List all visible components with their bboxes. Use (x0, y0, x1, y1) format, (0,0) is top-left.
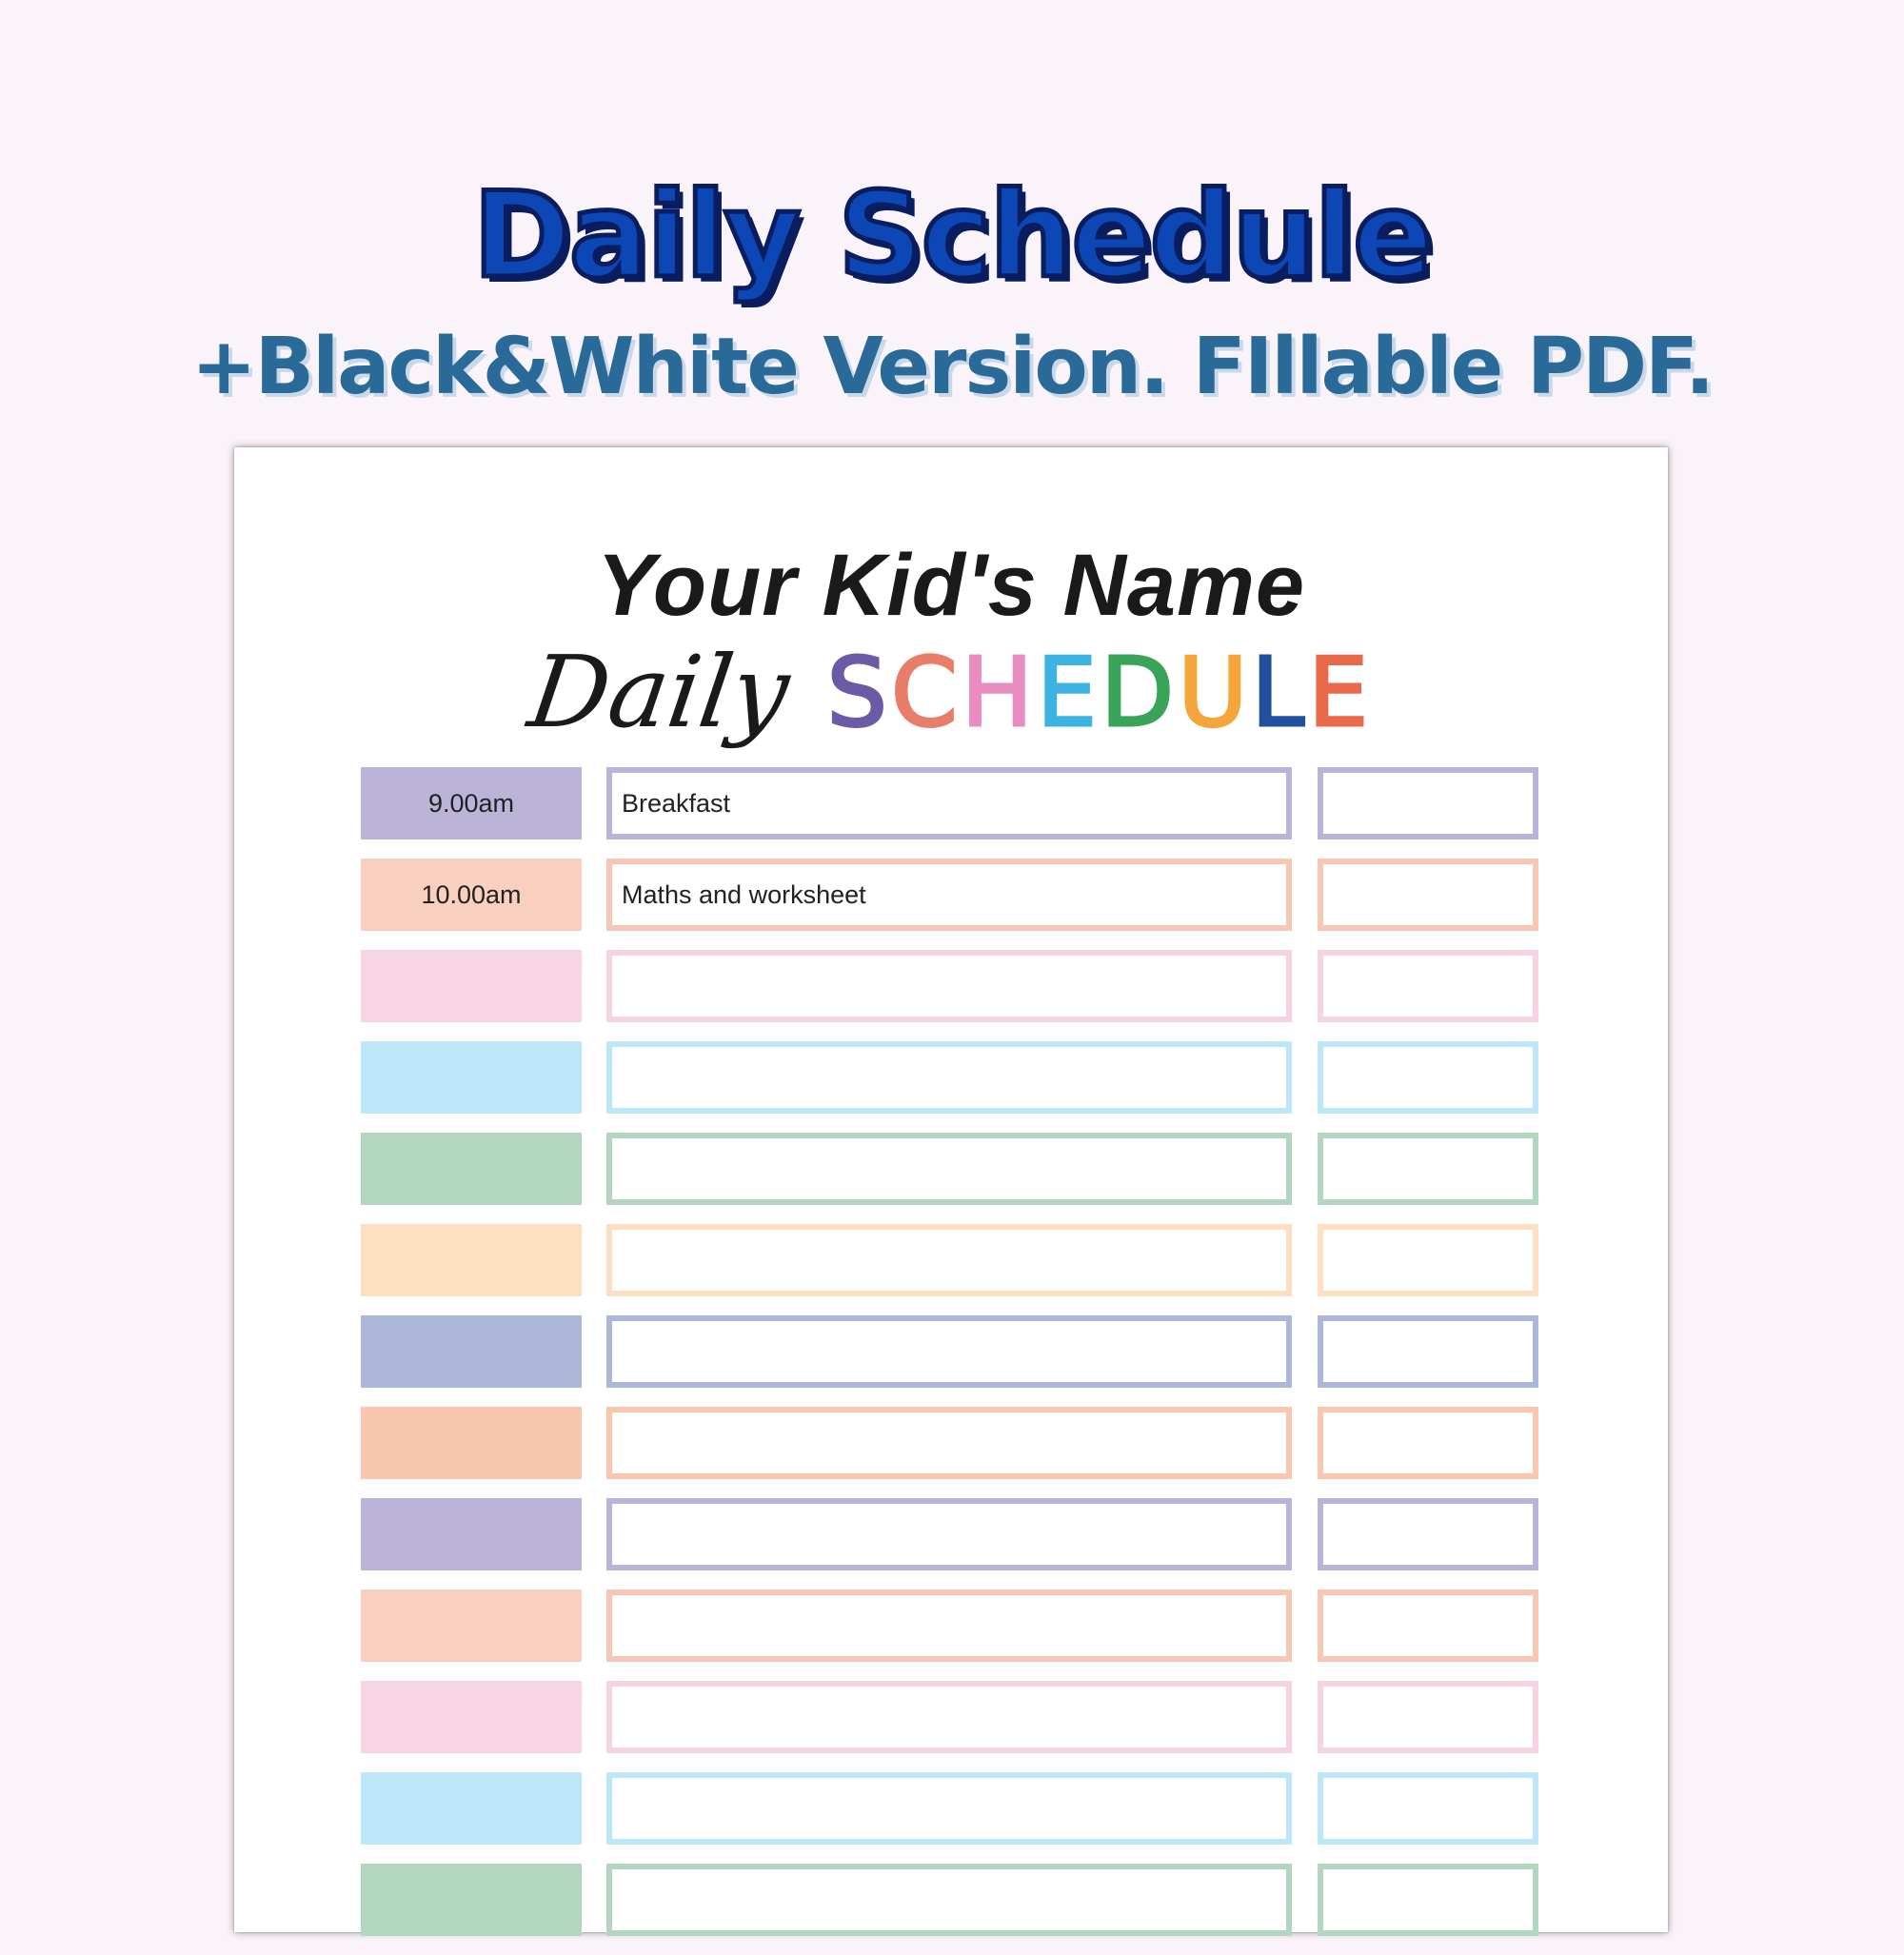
task-field[interactable] (606, 1681, 1292, 1753)
heading-letter: U (1178, 636, 1252, 748)
schedule-row (361, 1498, 1541, 1570)
banner-title: Daily Schedule (472, 168, 1432, 305)
heading-letter: E (1036, 636, 1101, 748)
heading-script-word: Daily (522, 634, 796, 750)
check-field[interactable] (1318, 767, 1538, 839)
time-field[interactable] (361, 1041, 582, 1114)
schedule-row (361, 1133, 1541, 1205)
heading-letter: E (1308, 636, 1373, 748)
time-field[interactable] (361, 1315, 582, 1388)
task-field[interactable] (606, 1224, 1292, 1296)
task-field[interactable]: Maths and worksheet (606, 859, 1292, 931)
task-field[interactable] (606, 1041, 1292, 1114)
check-field[interactable] (1318, 1590, 1538, 1662)
schedule-row (361, 1041, 1541, 1114)
check-field[interactable] (1318, 1864, 1538, 1936)
schedule-row (361, 1407, 1541, 1479)
task-field[interactable] (606, 1864, 1292, 1936)
time-field[interactable]: 9.00am (361, 767, 582, 839)
time-field[interactable] (361, 1224, 582, 1296)
check-field[interactable] (1318, 1315, 1538, 1388)
schedule-rows (361, 767, 1541, 1955)
banner-subtitle: +Black&White Version. FIllable PDF. (190, 322, 1714, 412)
task-field[interactable] (606, 1133, 1292, 1205)
heading-letter: D (1101, 636, 1179, 748)
task-field[interactable] (606, 1498, 1292, 1570)
check-field[interactable] (1318, 950, 1538, 1022)
heading-letter: S (826, 636, 891, 748)
check-field[interactable] (1318, 1681, 1538, 1753)
schedule-row (361, 1590, 1541, 1662)
kid-name-heading[interactable]: Your Kid's Name (596, 537, 1306, 634)
check-field[interactable] (1318, 1498, 1538, 1570)
heading-block-word (826, 637, 1372, 748)
schedule-row (361, 1224, 1541, 1296)
schedule-row (361, 859, 1541, 931)
task-field[interactable] (606, 1590, 1292, 1662)
task-field[interactable] (606, 1315, 1292, 1388)
heading-letter: H (961, 636, 1037, 748)
schedule-row (361, 767, 1541, 839)
check-field[interactable] (1318, 1041, 1538, 1114)
time-field[interactable] (361, 1590, 582, 1662)
time-field[interactable]: 10.00am (361, 859, 582, 931)
schedule-row (361, 1772, 1541, 1845)
schedule-row (361, 950, 1541, 1022)
time-field[interactable] (361, 1864, 582, 1936)
schedule-row (361, 1681, 1541, 1753)
sheet-heading (234, 634, 1668, 767)
check-field[interactable] (1318, 1772, 1538, 1845)
schedule-row (361, 1315, 1541, 1388)
time-field[interactable] (361, 1133, 582, 1205)
task-field[interactable] (606, 950, 1292, 1022)
time-field[interactable] (361, 950, 582, 1022)
schedule-sheet (234, 447, 1668, 1932)
time-field[interactable] (361, 1498, 582, 1570)
time-field[interactable] (361, 1772, 582, 1845)
task-field[interactable] (606, 1772, 1292, 1845)
heading-letter: C (890, 636, 962, 748)
schedule-row (361, 1864, 1541, 1936)
time-field[interactable] (361, 1407, 582, 1479)
check-field[interactable] (1318, 1407, 1538, 1479)
check-field[interactable] (1318, 1133, 1538, 1205)
task-field[interactable]: Breakfast (606, 767, 1292, 839)
time-field[interactable] (361, 1681, 582, 1753)
check-field[interactable] (1318, 859, 1538, 931)
check-field[interactable] (1318, 1224, 1538, 1296)
task-field[interactable] (606, 1407, 1292, 1479)
heading-letter: L (1251, 636, 1309, 748)
